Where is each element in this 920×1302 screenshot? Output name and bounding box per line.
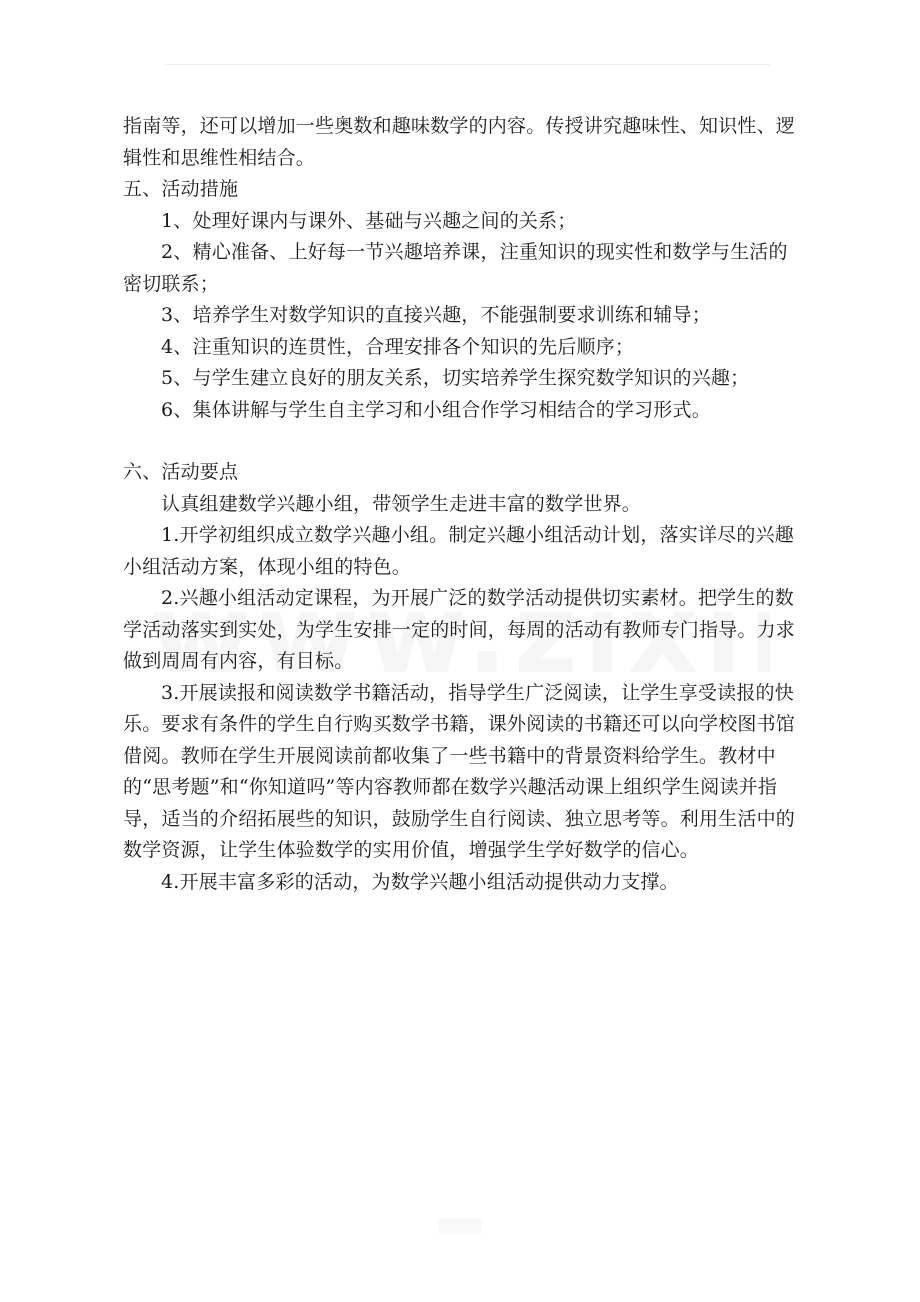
measure-item-3: 3、培养学生对数学知识的直接兴趣，不能强制要求训练和辅导； bbox=[161, 304, 711, 326]
key-point-1: 1.开学初组织成立数学兴趣小组。制定兴趣小组活动计划，落实详尽的兴趣小组活动方案，体现小组的特色。 bbox=[123, 524, 794, 578]
measure-item-4: 4、注重知识的连贯性，合理安排各个知识的先后顺序； bbox=[161, 335, 635, 358]
section-heading-key-points: 六、活动要点 bbox=[123, 461, 239, 483]
section-heading-measures: 五、活动措施 bbox=[123, 178, 239, 200]
measure-item-1: 1、处理好课内与课外、基础与兴趣之间的关系； bbox=[161, 209, 577, 232]
measure-item-2: 2、精心准备、上好每一节兴趣培养课，注重知识的现实性和数学与生活的密切联系； bbox=[123, 241, 788, 295]
measure-item-6: 6、集体讲解与学生自主学习和小组合作学习相结合的学习形式。 bbox=[161, 398, 711, 421]
key-point-2: 2.兴趣小组活动定课程，为开展广泛的数学活动提供切实素材。把学生的数学活动落实到实处，为学生安排一定的时间，每周的活动有教师专门指导。力求做到周周有内容，有目标。 bbox=[123, 587, 796, 672]
key-point-4: 4.开展丰富多彩的活动，为数学兴趣小组活动提供动力支撑。 bbox=[161, 870, 679, 893]
paragraph-intro: 指南等，还可以增加一些奥数和趣味数学的内容。传授讲究趣味性、知识性、逻辑性和思维性相结合。 bbox=[123, 115, 796, 169]
paragraph-spacer bbox=[123, 426, 805, 457]
document-body bbox=[123, 111, 805, 898]
key-point-3: 3.开展读报和阅读数学书籍活动，指导学生广泛阅读，让学生享受读报的快乐。要求有条件的学生自行购买数学书籍，课外阅读的书籍还可以向学校图书馆借阅。教师在学生开展阅读前都收集了一些书籍中的背景资料给学生。教材中的“思考题”和“你知道吗”等内容教师都在数学兴趣活动课上组织学生阅读并指导，适当的介绍拓展些的知识，鼓励学生自行阅读、独立思考等。利用生活中的数学资源，让学生体验数学的实用价值，增强学生学好数学的信心。 bbox=[123, 681, 796, 861]
key-points-intro: 认真组建数学兴趣小组，带领学生走进丰富的数学世界。 bbox=[161, 492, 642, 515]
footer-mark bbox=[438, 1218, 482, 1234]
header-divider bbox=[165, 64, 770, 65]
measure-item-5: 5、与学生建立良好的朋友关系，切实培养学生探究数学知识的兴趣； bbox=[161, 367, 750, 389]
